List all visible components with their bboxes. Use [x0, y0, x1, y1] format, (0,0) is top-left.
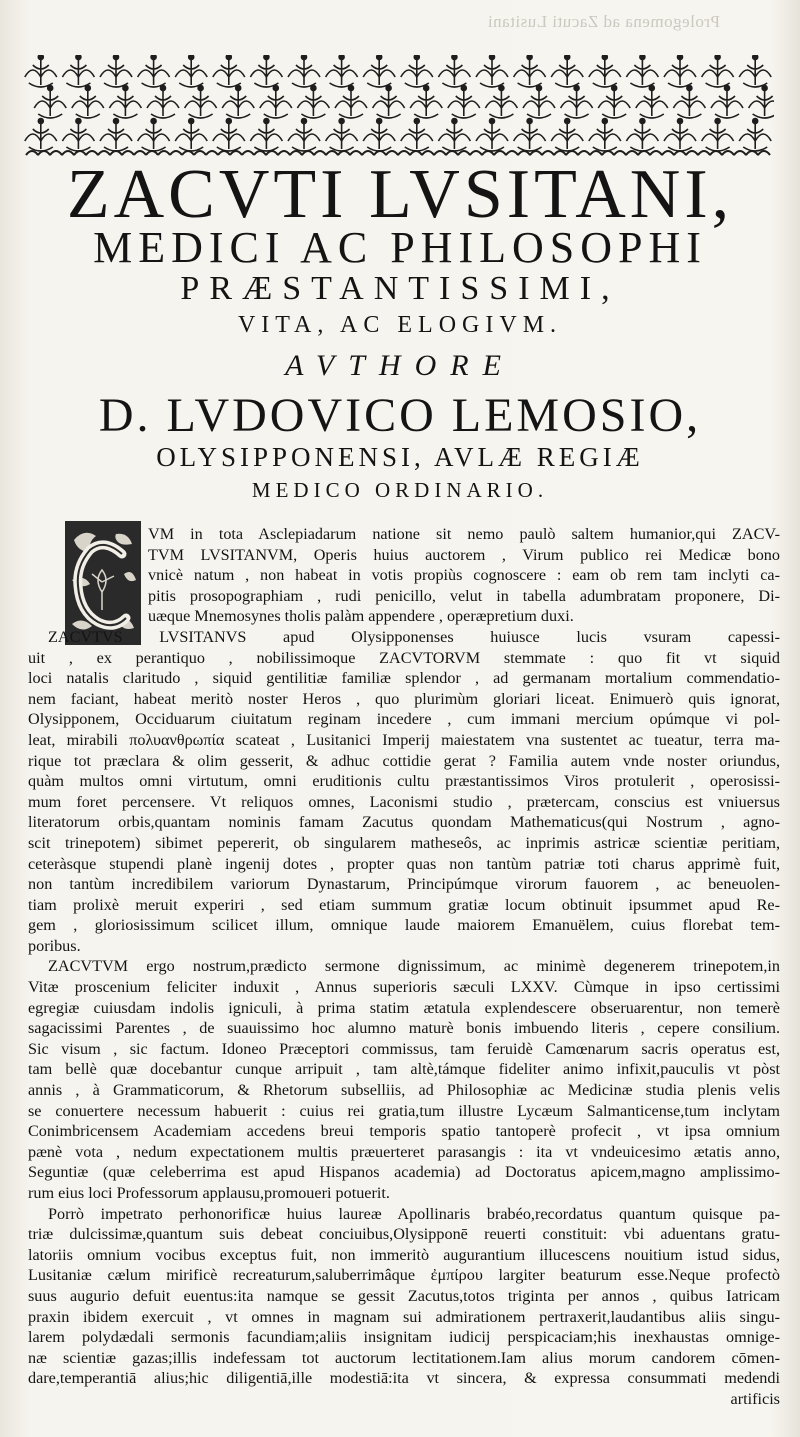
text-line: nem faciant, habeat meritò noster Heros , quo plurimùm gloriari liceat. Enimuerò quis ignorat,	[28, 689, 780, 708]
title-line-7: OLYSIPPONENSI, AVLÆ REGIÆ	[156, 442, 644, 472]
fleuron-icon	[598, 86, 630, 119]
fleuron-icon	[222, 86, 254, 119]
fleuron-icon	[100, 55, 132, 87]
fleuron-icon	[363, 119, 395, 152]
fleuron-icon	[673, 86, 705, 119]
text-line: rum eius loci Professorum applausu,promoueri potuerit.	[28, 1184, 390, 1202]
text-line: loci natalis claritudo , siquid gentilitiæ familiæ splendor , ad germanam mortalium commendatio-	[28, 669, 780, 688]
title-line-2: MEDICI AC PHILOSOPHI	[93, 223, 707, 272]
fleuron-icon	[514, 55, 546, 87]
text-line: non tantùm incredibilem variorum Dynastarum, Principúmque virorum fauorem , ac beneuolen-	[28, 875, 780, 894]
title-line-3: PRÆSTANTISSIMI,	[180, 270, 620, 307]
fleuron-icon	[514, 119, 546, 152]
text-line: sagacissimi Parentes , de suauissimo hoc alumno maturè bonis imbuendo literis , cepere consilium.	[28, 1019, 780, 1038]
fleuron-icon	[664, 55, 696, 87]
fleuron-icon	[250, 55, 282, 87]
fleuron-icon	[626, 55, 658, 87]
fleuron-icon	[363, 55, 395, 87]
text-line: ceteràsque stupendi planè ingenij dotes , propter quas non tantùm patriæ toti charus apprimè fuit,	[28, 854, 780, 873]
text-line: se conuertere necessum habuerit : cuius rei gratia,tum illustre Lycæum Salmanticense,tum inclytam	[28, 1101, 780, 1120]
fleuron-icon	[626, 119, 658, 152]
title-biographer-name: D. LVDOVICO LEMOSIO,	[98, 389, 702, 442]
text-line: Olysipponem, Occiduarum ciuitatum reginam incedere , cum immani mercium opúmque vi pol-	[28, 710, 780, 729]
title-author-name: ZACVTI LVSITANI,	[66, 156, 734, 233]
text-line: mum foret percensere. Vt reliquos omnes, Laconismi studio , prætercam, conscius est vniuersus	[28, 792, 780, 811]
fleuron-icon	[448, 86, 480, 119]
fleuron-icon	[636, 86, 668, 119]
fleuron-icon	[72, 86, 104, 119]
fleuron-icon	[551, 55, 583, 87]
fleuron-icon	[476, 119, 508, 152]
text-line: praxin ibidem exercuit , vt omnes in magnam sui admirationem pertraxerit,laudantibus aliis singu-	[28, 1307, 780, 1326]
fleuron-icon	[589, 55, 621, 87]
text-line: Conimbricensem Academiam accedens breui temporis spatio tantoperè profecit , vt ipsa omnium	[28, 1122, 780, 1141]
fleuron-icon	[25, 119, 57, 152]
body-text	[28, 524, 780, 1424]
fleuron-icon	[250, 119, 282, 152]
decorative-headpiece	[22, 55, 774, 160]
fleuron-icon	[335, 86, 367, 119]
fleuron-icon	[561, 86, 593, 119]
fleuron-icon	[147, 86, 179, 119]
fleuron-icon	[326, 119, 358, 152]
text-line: Lusitaniæ cælum mirificè recreaturum,saluberrimâque ἐμπίρου largiter beaturum esse.Neque profectò	[28, 1266, 780, 1285]
fleuron-icon	[62, 119, 94, 152]
text-line: suus augurio defuit euentus:ita namque se gessit Zacutus,totos triginta per annos , quibus Iatricam	[28, 1286, 780, 1305]
text-line: literatorum orbis,quantam nominis famam Zacutus quondam Mathematicus(qui Nostrum , agno-	[28, 813, 780, 832]
fleuron-icon	[551, 119, 583, 152]
fleuron-icon	[476, 55, 508, 87]
text-line: scit trinepotem) sibimet pepererit, ob singularem matheseôs, ac inprimis astricæ scientiæ peritiam,	[28, 833, 780, 852]
fleuron-icon	[438, 119, 470, 152]
fleuron-icon	[702, 119, 734, 152]
fleuron-icon	[749, 86, 774, 119]
text-line: ZACVTVS LVSITANVS apud Olysipponenses huiusce lucis vsuram capessi-	[48, 627, 780, 646]
fleuron-icon	[410, 86, 442, 119]
fleuron-icon	[702, 55, 734, 87]
text-line: tam bellè quæ docebantur cunque arripuit , tam altè,támque fideliter animo infixit,pauculis vt pòst	[28, 1060, 780, 1079]
fleuron-icon	[34, 86, 66, 119]
fleuron-icon	[109, 86, 141, 119]
fleuron-icon	[485, 86, 517, 119]
text-line: Porrò impetrato perhonorificæ huius laureæ Apollinaris brabéo,recordatus quantum quisque pa-	[48, 1204, 780, 1223]
fleuron-icon	[523, 86, 555, 119]
text-line: annis , à Grammaticorum, & Rhetorum subselliis, ad Philosophiæ ac Medicinæ studia plenis velis	[28, 1081, 780, 1100]
text-line: uæque Mnemosynes tholis palàm appendere , operæpretium duxi.	[148, 607, 574, 626]
text-line: Sic visum , sic factum. Idoneo Præceptori commissus, tam feruidè Camœnarum sacris operatus est,	[28, 1039, 780, 1058]
catchword: artificis	[730, 1389, 780, 1408]
text-line: uit , ex perantiquo , nobilissimoque ZACVTORVM stemmate : quo fit vt siquid	[28, 648, 780, 667]
fleuron-icon	[664, 119, 696, 152]
text-line: triæ dulcissimæ,quantum suis debeat conciuibus,Olysipponē reuerti constituit: vbi aduentans gratu-	[28, 1225, 780, 1244]
text-line: poribus.	[28, 936, 81, 955]
fleuron-icon	[25, 55, 57, 87]
fleuron-icon	[297, 86, 329, 119]
text-line: pitis prosopographiam , rudi penicillo, velut in tabella adumbratam proponere, Di-	[148, 586, 780, 605]
text-line: egregiæ cuiusdam indolis igniculi, à prima statim ætatula explendescere obseruarentur, non temerè	[28, 998, 780, 1017]
fleuron-icon	[138, 55, 170, 87]
fleuron-icon	[288, 119, 320, 152]
text-line: rique tot præclara & olim gesserit, & adhuc cottidie gerat ? Familia autem vnde noster oriundus,	[28, 751, 780, 770]
text-line: vnicè natum , non habeat in votis propiùs cognoscere : eam ob rem tam inclyti ca-	[148, 566, 780, 585]
text-line: Vitæ proscenium feliciter induxit , Annus superioris sæculi LXXV. Cùmque in ipso certissimi	[28, 978, 780, 997]
fleuron-icon	[288, 55, 320, 87]
text-line: ZACVTVM ergo nostrum,prædicto sermone dignissimum, ac minimè degenerem trinepotem,in	[48, 957, 780, 976]
fleuron-icon	[138, 119, 170, 152]
fleuron-icon	[739, 55, 771, 87]
text-line: tiam prolixè meruit experiri , sed etiam summum gratiæ locum obtinuit ipsummet apud Re-	[28, 895, 780, 914]
fleuron-icon	[438, 55, 470, 87]
fleuron-icon	[260, 86, 292, 119]
text-line: leat, mirabili πολυανθρωπία scateat , Lusitanici Imperij maiestatem vna sustentet ac tueatur, terra ma-	[28, 730, 780, 749]
fleuron-icon	[589, 119, 621, 152]
title-line-8: MEDICO ORDINARIO.	[251, 478, 549, 502]
fleuron-icon	[100, 119, 132, 152]
fleuron-icon	[401, 119, 433, 152]
fleuron-icon	[401, 55, 433, 87]
text-line: gem , gloriosissimum scilicet illum, omnique laude maiorem Emanuëlem, cuius florebat tem-	[28, 916, 780, 935]
title-authore: AVTHORE	[285, 349, 515, 382]
fleuron-icon	[213, 119, 245, 152]
fleuron-icon	[326, 55, 358, 87]
fleuron-icon	[213, 55, 245, 87]
text-line: dare,temperantiā alius;hic diligentiā,ille modestiā:ita vt sincera, & expressa consummati medendi	[28, 1369, 780, 1388]
text-line: Seguntiæ (quæ celeberrima est apud Hispanos academia) ad Doctoratus apicem,magno amplissimo-	[28, 1163, 780, 1182]
text-line: quàm multos omni virtutum, omni eruditionis cultu præstantissimos Viros protulerit , operosissi-	[28, 772, 780, 791]
title-line-4: VITA, AC ELOGIVM.	[237, 312, 563, 338]
bleed-through-text: Prolegomena ad Zacuti Lusitani	[487, 12, 720, 31]
text-line: TVM LVSITANVM, Operis huius auctorem , Virum publico rei Medicæ bono	[148, 545, 780, 564]
text-line: latoriis omnium vocibus exceptus fuit, non immeritò augurantium illucescens nouitium istud sidus,	[28, 1245, 780, 1264]
fleuron-icon	[62, 55, 94, 87]
text-line: VM in tota Asclepiadarum natione sit nemo paulò saltem humanior,qui ZACV-	[148, 525, 780, 543]
fleuron-icon	[373, 86, 405, 119]
fleuron-icon	[175, 119, 207, 152]
fleuron-icon	[185, 86, 217, 119]
text-line: larem polydædali sermonis facundiam;aliis insignitam iudicij perspicaciam;his inexhaustas omnige-	[28, 1328, 780, 1347]
fleuron-icon	[739, 119, 771, 152]
fleuron-icon	[175, 55, 207, 87]
text-line: næ scientiæ gazas;illis indefessam tot auctorum lectitationem.Iam alius morum candorem cōmen-	[28, 1348, 780, 1367]
fleuron-icon	[711, 86, 743, 119]
text-line: pænè vota , nedum expectationem multis præuerteret parasangis : ita vt vndeuicesimo ætatis anno,	[28, 1142, 780, 1161]
